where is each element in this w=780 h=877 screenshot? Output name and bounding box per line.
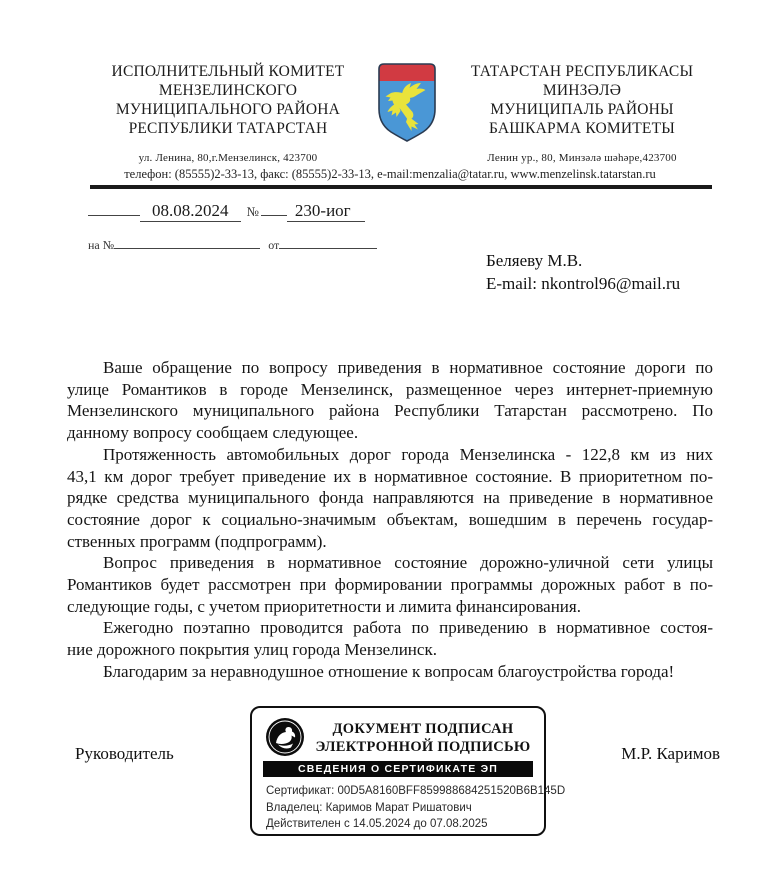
letter-date: 08.08.2024 <box>140 201 241 222</box>
org-name-line: РЕСПУБЛИКИ ТАТАРСТАН <box>128 120 328 137</box>
body-line: рядке средства муниципального фонда направляются на приведение в нормативное <box>67 488 713 508</box>
digital-signature-stamp <box>250 706 566 836</box>
body-line: Благодарим за неравнодушное отношение к вопросам благоустройства города! <box>103 661 675 681</box>
body-line: ние дорожного покрытия улиц города Мензелинск. <box>67 640 437 660</box>
org-name-line: МЕНЗЕЛИНСКОГО <box>158 82 298 99</box>
reference-row <box>88 198 365 222</box>
signer-name: М.Р. Каримов <box>621 744 720 763</box>
number-underline <box>261 198 287 216</box>
body-line: улице Романтиков в городе Мензелинск, размещенное через интернет-приемную <box>67 379 713 399</box>
org-name-line: ТАТАРСТАН РЕСПУБЛИКАСЫ <box>470 63 694 80</box>
org-name-line: МИНЗӘЛӘ <box>542 82 622 99</box>
recipient-email: E-mail: nkontrol96@mail.ru <box>486 274 681 293</box>
signer-title: Руководитель <box>75 744 174 763</box>
org-name-line: МУНИЦИПАЛЬНОГО РАЙОНА <box>115 101 341 118</box>
org-address-russian: ул. Ленина, 80,г.Мензелинск, 423700 <box>138 152 318 164</box>
body-line: Ежегодно поэтапно проводится работа по приведению в нормативное состоя- <box>103 618 713 638</box>
stamp-details <box>266 783 566 833</box>
stamp-title <box>308 720 538 756</box>
shield-chief-band <box>374 62 440 81</box>
reply-reference-row <box>88 235 377 253</box>
coat-of-arms-icon <box>374 62 440 144</box>
stamp-title-line2: ЭЛЕКТРОННОЙ ПОДПИСЬЮ <box>315 739 531 755</box>
contact-line: телефон: (85555)2-33-13, факс: (85555)2-33-13, e-mail:menzalia@tatar.ru, www.menzelinsk.tatarstan.ru <box>124 167 656 181</box>
stamp-owner: Владелец: Каримов Марат Ришатович <box>266 801 472 814</box>
tatarstan-seal-icon <box>265 717 305 757</box>
date-underline <box>88 198 140 216</box>
body-line: Вопрос приведения в нормативное состояние дорожно-уличной сети улицы <box>103 553 713 573</box>
body-line: Протяженность автомобильных дорог города Мензелинска - 122,8 км из них <box>103 444 713 464</box>
body-line: состояние дорог к социально-значимым объектам, вошедшим в перечень государ- <box>67 509 713 529</box>
recipient-name: Беляеву М.В. <box>486 251 583 270</box>
body-line: данному вопросу сообщаем следующее. <box>67 423 359 443</box>
org-name-line: БАШКАРМА КОМИТЕТЫ <box>489 120 675 137</box>
body-line: 43,1 км дорог требует приведение их в нормативное состояние. В приоритетном по- <box>67 466 713 486</box>
stamp-certificate-number: Сертификат: 00D5A8160BFF859988684251520B6B145D <box>266 785 566 797</box>
reply-date-underline <box>279 235 377 249</box>
number-sign: № <box>246 204 259 219</box>
org-name-tatar <box>446 62 718 168</box>
reply-from-label: от <box>268 238 280 252</box>
body-line: Романтиков будет рассмотрен при формировании программы дорожных работ в по- <box>67 575 713 595</box>
body-line: следующие годы, с учетом приоритетности и лимита финансирования. <box>67 596 581 616</box>
body-line: Ваше обращение по вопросу приведения в нормативное состояние дороги по <box>103 358 713 377</box>
recipient-block <box>486 249 680 295</box>
stamp-validity: Действителен с 14.05.2024 до 07.08.2025 <box>266 818 488 830</box>
body-line: Мензелинского муниципального района Республики Татарстан рассмотрено. По <box>67 401 713 421</box>
org-name-line: МУНИЦИПАЛЬ РАЙОНЫ <box>490 101 674 118</box>
stamp-certificate-bar: СВЕДЕНИЯ О СЕРТИФИКАТЕ ЭП <box>263 761 533 777</box>
body-line: ственных программ (подпрограмм). <box>67 531 327 551</box>
stamp-title-line1: ДОКУМЕНТ ПОДПИСАН <box>332 721 514 737</box>
reply-number-underline <box>114 235 260 249</box>
letter-number: 230-иог <box>287 201 365 222</box>
header-divider <box>90 185 712 189</box>
org-name-russian <box>83 62 373 168</box>
org-address-tatar: Ленин ур., 80, Минзәлә шәһәре,423700 <box>487 152 677 164</box>
org-name-line: ИСПОЛНИТЕЛЬНЫЙ КОМИТЕТ <box>111 63 345 80</box>
reply-prefix-label: на № <box>88 238 115 252</box>
body-paragraphs <box>67 357 713 683</box>
